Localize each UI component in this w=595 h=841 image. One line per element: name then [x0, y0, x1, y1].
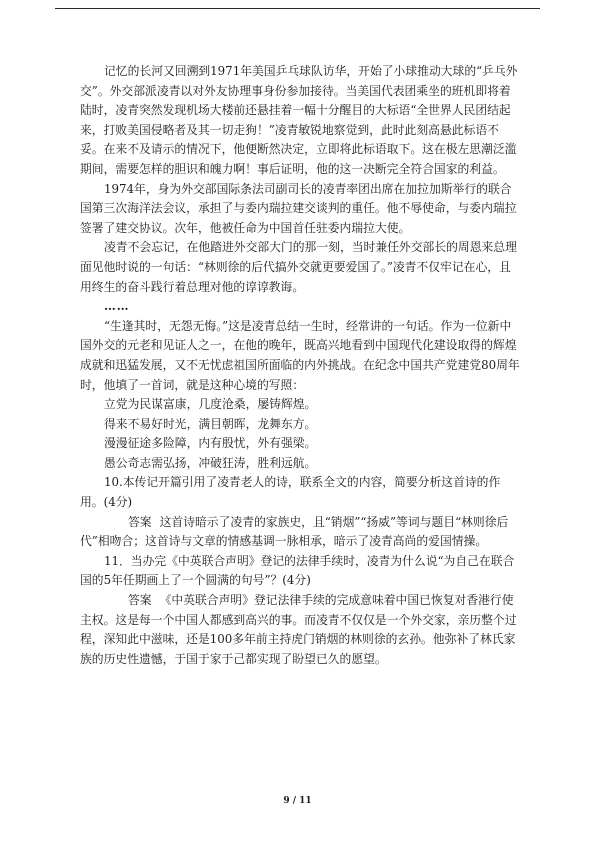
- header-rule: [55, 8, 540, 9]
- answer-label: 答案: [128, 593, 152, 608]
- question-10: 10.本传记开篇引用了凌青老人的诗，联系全文的内容，简要分析这首诗的作用。(4分): [80, 475, 501, 510]
- poem-line: 得来不易好时光，满目朝晖，龙舞东方。: [104, 416, 317, 431]
- paragraph-zhou-enlai: 凌青不会忘记，在他踏进外交部大门的那一刻，当时兼任外交部长的周恩来总理面见他时说的一句话：“林则徐的后代搞外交就更要爱国了。”凌青不仅牢记在心，且用终生的奋斗践行着总理对他的谆谆教诲。: [80, 240, 517, 294]
- poem-line: 立党为民谋富康，几度沧桑，屡铸辉煌。: [104, 397, 317, 412]
- poem-line: 漫漫征途多险障，内有殷忧，外有强梁。: [104, 436, 317, 451]
- paragraph-life-motto: “生逢其时，无怨无悔。”这是凌青总结一生时，经常讲的一句话。作为一位新中国外交的元老和见证人之一，在他的晚年，既高兴地看到中国现代化建设取得的辉煌成就和迅猛发展，又不无忧虑祖国所面临的内外挑战。在纪念中国共产党建党80周年时，他填了一首词，就是这种心境的写照：: [80, 318, 520, 392]
- answer-label: 答案: [128, 514, 152, 529]
- page-number: 9 / 11: [283, 796, 312, 806]
- answer-text: 《中英联合声明》登记法律手续的完成意味着中国已恢复对香港行使主权。这是每一个中国人都感到高兴的事。而凌青不仅仅是一个外交家，亲历整个过程，深知此中滋味，还是100多年前主持虎门销烟的林则徐的玄孙。他弥补了林氏家族的历史性遗憾，于国于家于己都实现了盼望已久的愿望。: [80, 593, 517, 666]
- poem-line: 愚公奇志需弘扬，冲破狂涛，胜利远航。: [104, 455, 317, 470]
- question-11: 11．当办完《中英联合声明》登记的法律手续时，凌青为什么说“为自己在联合国的5年任期画上了一个圆满的句号”？(4分): [80, 553, 515, 588]
- answer-10: [80, 513, 520, 552]
- paragraph-1974: 1974年，身为外交部国际条法司副司长的凌青率团出席在加拉加斯举行的联合国第三次海洋法会议，承担了与委内瑞拉建交谈判的重任。他不辱使命，与委内瑞拉签署了建交协议。次年，他被任命为中国首任驻委内瑞拉大使。: [80, 181, 517, 235]
- answer-text: 这首诗暗示了凌青的家族史，且“销烟”“扬威”等词与题目“林则徐后代”相吻合；这首诗与文章的情感基调一脉相承，暗示了凌青高尚的爱国情操。: [80, 514, 509, 549]
- answer-11: [80, 591, 520, 669]
- ellipsis: ……: [104, 299, 130, 314]
- document-body: [80, 62, 520, 669]
- paragraph-ping-pong: 记忆的长河又回溯到1971年美国乒乓球队访华，开始了小球推动大球的“乒乓外交”。外交部派凌青以对外友协理事身份参加接待。当美国代表团乘坐的班机即将着陆时，凌青突然发现机场大楼前还悬挂着一幅十分醒目的大标语“全世界人民团结起来，打败美国侵略者及其一切走狗！”凌青敏锐地察觉到，此时此刻高悬此标语不妥。在来不及请示的情况下，他便断然决定，立即将此标语取下。这在极左思潮泛滥期间，需要怎样的胆识和魄力啊！事后证明，他的这一决断完全符合国家的利益。: [80, 64, 518, 176]
